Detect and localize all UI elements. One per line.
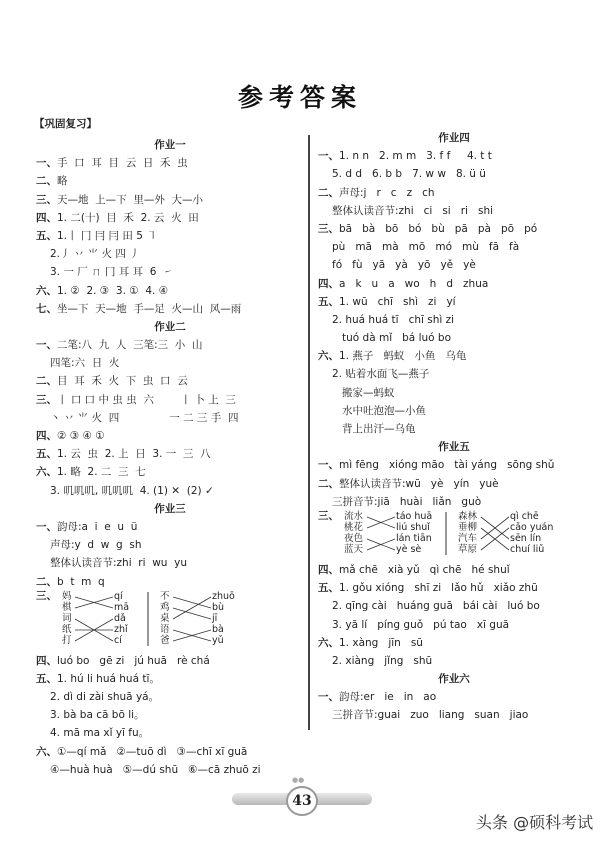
left-column bbox=[36, 136, 304, 779]
item-number: 二、 bbox=[36, 375, 57, 388]
match-left: 词 bbox=[62, 612, 72, 624]
answer-line bbox=[36, 724, 304, 742]
answer-text: 1.丨 冂 冃 冃 田 5 ㇕ bbox=[57, 229, 157, 242]
answer-line bbox=[36, 518, 304, 536]
item-number: 四、 bbox=[318, 277, 339, 290]
answer-text: 整体认读音节:wū yè yín yuè bbox=[339, 477, 499, 490]
answer-text: 略 bbox=[57, 175, 68, 188]
answer-text: 2. 贴着水面飞—燕子 bbox=[332, 368, 430, 381]
item-number: 一、 bbox=[36, 520, 57, 533]
item-number: 五、 bbox=[36, 229, 57, 242]
answer-line bbox=[318, 147, 590, 165]
page-title: 参考答案 bbox=[237, 83, 362, 112]
match-right: qí bbox=[114, 590, 123, 602]
answer-text: 二笔:八 九 人 三笔:三 小 山 bbox=[57, 339, 203, 352]
item-number: 一、 bbox=[36, 339, 57, 352]
answer-line bbox=[36, 536, 304, 554]
section-heading: 作业二 bbox=[154, 320, 186, 333]
answer-line bbox=[318, 347, 590, 365]
answer-text: ①—qí mǎ ②—tuō dì ③—chī xī guā bbox=[57, 745, 248, 758]
answer-text: ② ③ ④ ① bbox=[57, 430, 105, 442]
match-right: mā bbox=[114, 601, 130, 613]
section-heading: 作业一 bbox=[154, 139, 186, 151]
answer-line bbox=[36, 391, 304, 409]
match-right: jī bbox=[212, 612, 218, 624]
answer-text: 手 口 耳 目 云 日 禾 虫 bbox=[57, 157, 188, 170]
match-left: 汽车 bbox=[458, 532, 478, 544]
item-number: 一、 bbox=[318, 691, 339, 704]
answer-line bbox=[318, 475, 590, 493]
item-number: 五、 bbox=[318, 582, 339, 595]
answer-line bbox=[36, 409, 304, 427]
answer-text: 1. 二(十) 目 禾 2. 云 火 田 bbox=[57, 211, 199, 224]
answer-line bbox=[36, 354, 304, 372]
match-left: 桃花 bbox=[344, 521, 364, 533]
item-number: 三、 bbox=[36, 393, 57, 406]
match-left: 草原 bbox=[458, 543, 478, 555]
item-number: 二、 bbox=[36, 175, 57, 188]
matching-answer bbox=[318, 511, 590, 561]
match-right: cí bbox=[114, 634, 122, 646]
answer-line bbox=[36, 191, 304, 209]
item-number: 三、 bbox=[318, 222, 339, 235]
match-left: 打 bbox=[62, 634, 72, 646]
answer-line bbox=[318, 220, 590, 238]
column-divider bbox=[308, 135, 310, 730]
match-left: 不 bbox=[160, 590, 170, 602]
answer-line bbox=[318, 329, 590, 347]
item-number: 六、 bbox=[318, 636, 339, 649]
match-left: 鸡 bbox=[160, 601, 170, 613]
item-number: 四、 bbox=[36, 430, 57, 442]
answer-line bbox=[318, 238, 590, 256]
answer-line bbox=[36, 573, 304, 591]
answer-line bbox=[318, 311, 590, 329]
page-number: 43 bbox=[286, 786, 318, 816]
answer-line bbox=[318, 420, 590, 438]
match-right: sēn lín bbox=[510, 532, 542, 544]
answer-text: 水中吐泡泡—小鱼 bbox=[332, 404, 427, 417]
answer-text: 坐—下 天—地 手—足 火—山 风—雨 bbox=[57, 302, 242, 315]
item-number: 一、 bbox=[36, 157, 57, 170]
answer-line bbox=[318, 384, 590, 402]
match-right: liú shuǐ bbox=[396, 521, 430, 533]
answer-text: 2. dì di zài shuā yá。 bbox=[50, 691, 160, 704]
answer-text: 4. mā ma xǐ yī fu。 bbox=[50, 727, 150, 740]
answer-line bbox=[36, 427, 304, 445]
item-number: 一、 bbox=[318, 459, 339, 472]
answer-text: 3. bà ba cā bō li。 bbox=[50, 709, 145, 722]
answer-line bbox=[36, 670, 304, 688]
answer-text: 1. xàng jīn sū bbox=[339, 636, 423, 649]
item-number: 三、 bbox=[36, 589, 57, 602]
match-right: bà bbox=[212, 623, 224, 635]
answer-text: 四笔:六 日 火 bbox=[50, 357, 120, 370]
answer-text: 1. hú li huá huá tī。 bbox=[57, 672, 160, 685]
match-right: yè sè bbox=[396, 543, 422, 555]
answer-line bbox=[36, 263, 304, 281]
item-number: 六、 bbox=[36, 284, 57, 297]
item-number: 五、 bbox=[318, 295, 339, 308]
answer-text: 5. d d 6. b b 7. w w 8. ü ü bbox=[332, 168, 486, 181]
answer-text: 声母:j r c z ch bbox=[339, 186, 435, 199]
answer-text: 丶 丷 ⺌ 火 四 一 二 三 手 四 bbox=[50, 411, 239, 424]
answer-text: 1. n n 2. m m 3. f f 4. t t bbox=[339, 150, 492, 163]
answer-text: 1. 云 虫 2. 上 日 3. 一 三 八 bbox=[57, 448, 211, 461]
answer-text: 韵母:a i e u ü bbox=[57, 520, 138, 533]
answer-text: fó fù yā yà yō yě yè bbox=[332, 259, 476, 272]
answer-text: 三拼音节:guai zuo liang suan jiao bbox=[332, 709, 529, 722]
match-left: 蓝天 bbox=[344, 543, 364, 555]
match-right: cǎo yuán bbox=[510, 521, 554, 533]
match-left: 语 bbox=[160, 623, 170, 635]
section-heading: 作业四 bbox=[438, 132, 470, 144]
answer-text: 整体认读音节:zhi ri wu yu bbox=[50, 557, 187, 570]
watermark: 头条 @硕科考试 bbox=[476, 813, 594, 832]
answer-line bbox=[36, 652, 304, 670]
section-heading: 作业三 bbox=[154, 502, 186, 515]
answer-text: 整体认读音节:zhi ci si ri shi bbox=[332, 204, 494, 217]
item-number: 四、 bbox=[318, 563, 339, 576]
match-left: 妈 bbox=[62, 590, 72, 602]
match-right: yǔ bbox=[212, 634, 224, 646]
answer-line bbox=[318, 597, 590, 615]
answer-line bbox=[36, 554, 304, 572]
match-left: 棋 bbox=[62, 601, 72, 613]
answer-line bbox=[36, 245, 304, 263]
answer-text: 天—地 上—下 里—外 大—小 bbox=[57, 193, 204, 206]
match-line bbox=[173, 597, 211, 608]
item-number: 三、 bbox=[36, 193, 57, 206]
item-number: 六、 bbox=[36, 745, 57, 758]
answer-line bbox=[36, 209, 304, 227]
match-right: dǎ bbox=[114, 612, 126, 624]
answer-text: 目 耳 禾 火 下 虫 口 云 bbox=[57, 375, 188, 388]
answer-text: a k u a wo h d zhua bbox=[339, 277, 489, 290]
answer-text: 2. qīng cài huáng guā bái cài luó bo bbox=[332, 600, 540, 613]
answer-text: 搬家—蚂蚁 bbox=[332, 386, 395, 399]
answer-text: 三拼音节:jiā huài liǎn guò bbox=[332, 495, 482, 508]
match-right: zhuō bbox=[212, 590, 235, 602]
answer-line bbox=[36, 688, 304, 706]
match-left: 夜色 bbox=[344, 532, 364, 544]
answer-text: 1. ② 2. ③ 3. ① 4. ④ bbox=[57, 284, 169, 297]
answer-line bbox=[318, 634, 590, 652]
item-number: 七、 bbox=[36, 302, 57, 315]
answer-line bbox=[318, 706, 590, 724]
answer-text: bā bà bō bó bù pā pà pō pó bbox=[339, 222, 538, 235]
answer-line bbox=[318, 561, 590, 579]
match-right: qì chē bbox=[510, 510, 539, 522]
answer-text: 1. 略 2. 二 三 七 bbox=[57, 466, 146, 479]
answer-line bbox=[318, 402, 590, 420]
match-left: 纸 bbox=[62, 623, 72, 635]
item-number: 二、 bbox=[36, 575, 57, 588]
answer-text: 1. 燕子 蚂蚁 小鱼 乌龟 bbox=[339, 350, 467, 363]
answer-text: 1. gǒu xióng shī zi lǎo hǔ xiǎo zhū bbox=[339, 582, 538, 595]
match-right: chuí liǔ bbox=[510, 543, 545, 555]
answer-line bbox=[36, 445, 304, 463]
answer-line bbox=[318, 688, 590, 706]
answer-text: 3. yā lí píng guǒ pú tao xī guā bbox=[332, 618, 510, 631]
item-number: 一、 bbox=[318, 150, 339, 163]
answer-text: 2. huá huá tī chī shì zi bbox=[332, 313, 455, 326]
answer-line bbox=[36, 300, 304, 318]
match-right: zhǐ bbox=[114, 623, 128, 635]
answer-line bbox=[36, 463, 304, 481]
decorative-dots: ●● bbox=[292, 776, 305, 784]
answer-text: b t m q bbox=[57, 575, 105, 588]
answer-text: 1. wū chī shì zi yí bbox=[339, 295, 456, 308]
answer-line bbox=[318, 165, 590, 183]
section-heading: 作业五 bbox=[438, 441, 470, 454]
match-left: 流水 bbox=[344, 510, 364, 522]
match-line bbox=[173, 608, 211, 619]
answer-line bbox=[318, 616, 590, 634]
answer-text: mǎ chē xià yǔ qì chē hé shuǐ bbox=[339, 563, 510, 576]
item-number: 三、 bbox=[318, 509, 339, 522]
answer-line bbox=[318, 202, 590, 220]
answer-text: pù mā mà mō mó mù fā fà bbox=[332, 241, 520, 254]
match-left: 爸 bbox=[160, 634, 170, 646]
answer-text: tuó dà mǐ bá luó bo bbox=[332, 332, 452, 345]
matching-answer bbox=[36, 591, 304, 652]
answer-line bbox=[318, 493, 590, 511]
answer-line bbox=[36, 761, 304, 779]
match-right: táo huā bbox=[396, 510, 433, 522]
item-number: 五、 bbox=[36, 448, 57, 461]
section-heading: 作业六 bbox=[438, 673, 470, 686]
answer-line bbox=[36, 282, 304, 300]
answer-text: mì fēng xióng māo tài yáng sōng shǔ bbox=[339, 459, 555, 472]
item-number: 四、 bbox=[36, 211, 57, 224]
answer-text: 3. 叽叽叽, 叽叽叽 4. (1) ✕ (2) ✓ bbox=[50, 484, 214, 497]
item-number: 五、 bbox=[36, 672, 57, 685]
answer-line bbox=[36, 372, 304, 390]
answer-text: 韵母:er ie in ao bbox=[339, 691, 437, 704]
answer-line bbox=[36, 227, 304, 245]
answer-line bbox=[36, 706, 304, 724]
match-line bbox=[173, 597, 211, 619]
answer-text: luó bo gē zi jú huā rè chá bbox=[57, 654, 210, 667]
answer-text: ④—huà huà ⑤—dú shū ⑥—cā zhuō zi bbox=[50, 763, 261, 776]
answer-text: 背上出汗—乌龟 bbox=[332, 423, 416, 435]
answer-text: 2. xiàng jǐng shū bbox=[332, 654, 433, 667]
match-right: bù bbox=[212, 601, 225, 613]
match-right: lán tiān bbox=[396, 532, 432, 544]
answer-line bbox=[36, 172, 304, 190]
answer-line bbox=[318, 293, 590, 311]
answer-line bbox=[318, 579, 590, 597]
answer-text: 声母:y d w g sh bbox=[50, 539, 142, 552]
answer-line bbox=[36, 154, 304, 172]
match-left: 垂柳 bbox=[458, 521, 478, 533]
answer-line bbox=[36, 743, 304, 761]
item-number: 四、 bbox=[36, 654, 57, 667]
answer-line bbox=[36, 482, 304, 500]
answer-line bbox=[318, 184, 590, 202]
item-number: 二、 bbox=[318, 477, 339, 490]
item-number: 二、 bbox=[318, 186, 339, 199]
answer-line bbox=[318, 256, 590, 274]
item-number: 六、 bbox=[318, 350, 339, 363]
answer-text: 丨 口 口 中 虫 虫 六 丨 卜 上 三 bbox=[57, 393, 236, 406]
section-label: 【巩固复习】 bbox=[34, 118, 97, 130]
answer-line bbox=[318, 652, 590, 670]
item-number: 六、 bbox=[36, 466, 57, 479]
match-left: 桌 bbox=[160, 612, 170, 624]
matching-lines bbox=[36, 591, 308, 652]
answer-line bbox=[36, 336, 304, 354]
answer-line bbox=[318, 275, 590, 293]
answer-text: 2.丿 丷 ⺌ 火 四 丿 bbox=[50, 248, 140, 261]
match-left: 森林 bbox=[458, 510, 478, 522]
answer-line bbox=[318, 365, 590, 383]
answer-text: 3. 一 厂 ㄇ 冂 耳 耳 6 ㇀ bbox=[50, 266, 174, 279]
answer-line bbox=[318, 456, 590, 474]
right-column bbox=[318, 129, 590, 725]
